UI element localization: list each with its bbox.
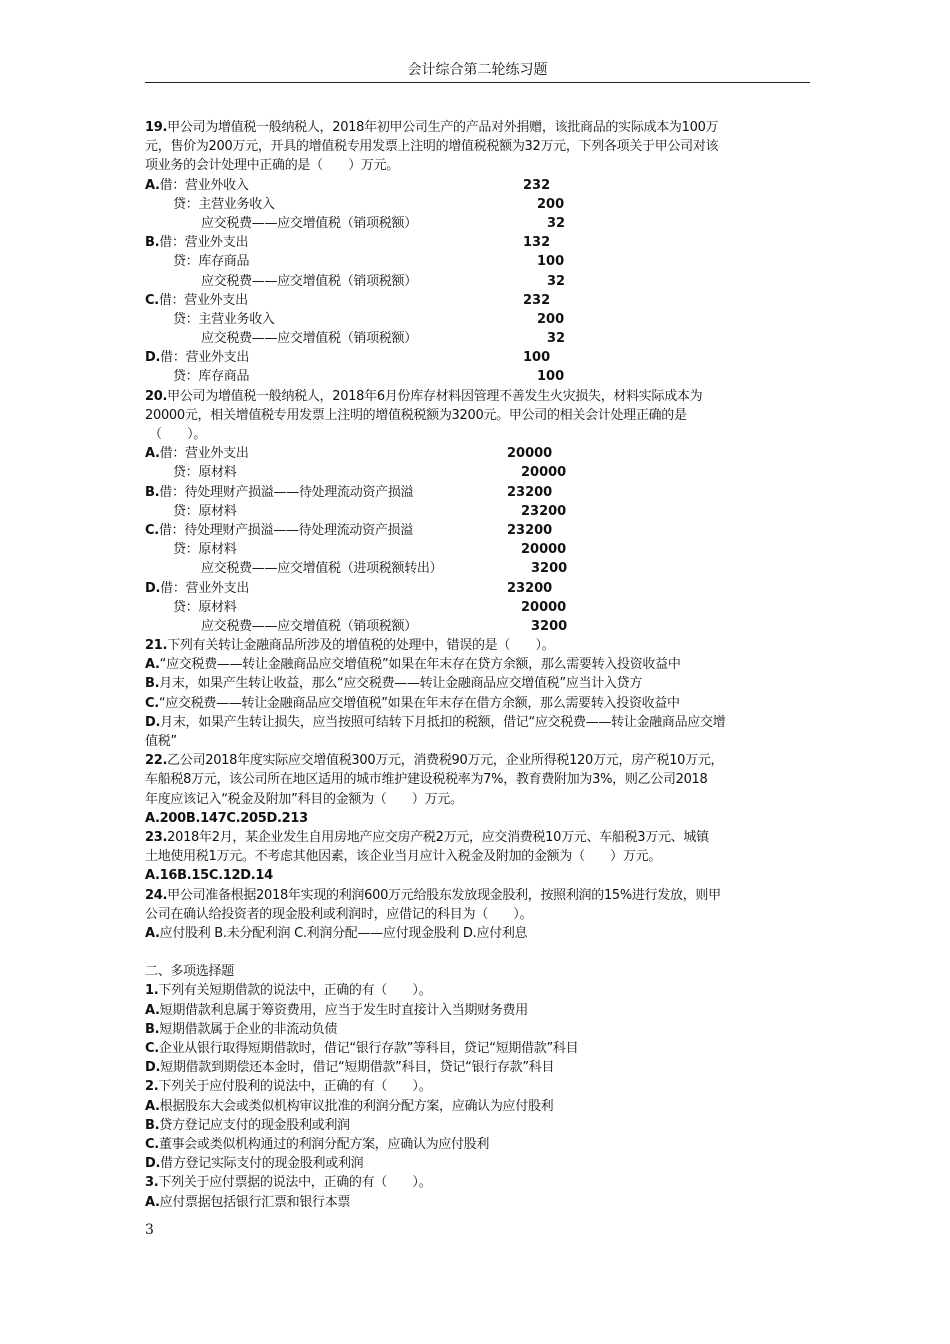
- text-line: [145, 655, 815, 674]
- line-text: A.借：营业外收入: [145, 177, 249, 193]
- text-line: [145, 329, 815, 348]
- text-line: [145, 1077, 815, 1096]
- header-divider: [145, 82, 810, 83]
- page-header-title: 会计综合第二轮练习题: [407, 62, 548, 78]
- line-text: 应交税费——应交增值税（进项税额转出）: [201, 561, 443, 577]
- text-line: [145, 866, 815, 885]
- text-line: [145, 770, 815, 789]
- line-text: D.短期借款到期偿还本金时，借记“短期借款”科目，贷记“银行存款”科目: [145, 1060, 555, 1076]
- text-line: [145, 905, 815, 924]
- line-text: 项业务的会计处理中正确的是（ ）万元。: [145, 158, 400, 174]
- text-line: [145, 598, 815, 617]
- text-line: [145, 291, 815, 310]
- entry-amount: 23200: [521, 503, 567, 519]
- text-line: [145, 559, 815, 578]
- text-line: [145, 713, 815, 732]
- line-text: A.200B.147C.205D.213: [145, 810, 308, 826]
- text-line: [145, 981, 815, 1000]
- line-text: 贷：主营业务收入: [173, 311, 275, 327]
- line-text: 贷：库存商品: [173, 369, 250, 385]
- text-line: [145, 272, 815, 291]
- entry-amount: 32: [547, 215, 566, 231]
- text-line: [145, 233, 815, 252]
- text-line: [145, 732, 815, 751]
- text-line: [145, 1039, 815, 1058]
- text-line: [145, 195, 815, 214]
- text-line: [145, 406, 815, 425]
- text-line: [145, 847, 815, 866]
- text-line: [145, 886, 815, 905]
- text-line: [145, 387, 815, 406]
- text-line: [145, 1020, 815, 1039]
- entry-amount: 23200: [507, 580, 553, 596]
- entry-amount: 200: [537, 196, 565, 212]
- text-line: [145, 463, 815, 482]
- text-line: [145, 924, 815, 943]
- entry-amount: 20000: [521, 599, 567, 615]
- entry-amount: 20000: [521, 542, 567, 558]
- question-content: [145, 118, 815, 1212]
- text-line: [145, 751, 815, 770]
- line-text: A.“应交税费——转让金融商品应交增值税”如果在年末存在贷方余额，那么需要转入投资收益中: [145, 657, 681, 673]
- entry-amount: 232: [523, 177, 551, 193]
- entry-amount: 132: [523, 235, 551, 251]
- page-number: 3: [145, 1222, 154, 1238]
- entry-amount: 232: [523, 292, 551, 308]
- entry-amount: 32: [547, 273, 566, 289]
- line-text: A.短期借款利息属于筹资费用，应当于发生时直接计入当期财务费用: [145, 1002, 528, 1018]
- text-line: [145, 962, 815, 981]
- text-line: [145, 636, 815, 655]
- text-line: [145, 348, 815, 367]
- line-text: 1.下列有关短期借款的说法中，正确的有（ ）。: [145, 983, 432, 999]
- line-text: 值税”: [145, 734, 177, 749]
- text-line: [145, 176, 815, 195]
- text-line: [145, 1001, 815, 1020]
- entry-amount: 200: [537, 311, 565, 327]
- line-text: 贷：主营业务收入: [173, 196, 275, 212]
- line-text: 二、多项选择题: [145, 964, 234, 980]
- line-text: 19.甲公司为增值税一般纳税人，2018年初甲公司生产的产品对外捐赠，该批商品的实际成本为100万: [145, 120, 719, 135]
- line-text: 20000元，相关增值税专用发票上注明的增值税税额为3200元。甲公司的相关会计处理正确的是: [145, 407, 687, 423]
- line-text: 应交税费——应交增值税（销项税额）: [201, 618, 417, 634]
- entry-amount: 100: [537, 369, 565, 385]
- text-line: [145, 118, 815, 137]
- line-text: 21.下列有关转让金融商品所涉及的增值税的处理中，错误的是（ ）。: [145, 638, 555, 654]
- line-text: A.应付票据包括银行汇票和银行本票: [145, 1194, 351, 1210]
- line-text: A.应付股利 B.未分配利润 C.利润分配——应付现金股利 D.应付利息: [145, 925, 528, 941]
- text-line: [145, 694, 815, 713]
- text-line: [145, 674, 815, 693]
- text-line: [145, 1173, 815, 1192]
- line-text: 22.乙公司2018年度实际应交增值税300万元，消费税90万元，企业所得税120万元，房产税10万元，: [145, 753, 724, 769]
- text-line: [145, 1097, 815, 1116]
- entry-amount: 3200: [531, 561, 568, 577]
- line-text: 2.下列关于应付股利的说法中，正确的有（ ）。: [145, 1079, 432, 1095]
- text-line: [145, 137, 815, 156]
- entry-amount: 3200: [531, 618, 568, 634]
- text-line: [145, 1116, 815, 1135]
- text-line: [145, 1154, 815, 1173]
- text-line: [145, 483, 815, 502]
- line-text: 应交税费——应交增值税（销项税额）: [201, 273, 417, 289]
- line-text: C.企业从银行取得短期借款时，借记“银行存款”等科目，贷记“短期借款”科目: [145, 1041, 579, 1056]
- line-text: 23.2018年2月，某企业发生自用房地产应交房产税2万元，应交消费税10万元、车船税3万元、城镇: [145, 829, 709, 845]
- text-line: [145, 1058, 815, 1077]
- line-text: 3.下列关于应付票据的说法中，正确的有（ ）。: [145, 1175, 432, 1191]
- line-text: A.借：营业外支出: [145, 446, 249, 462]
- entry-amount: 20000: [507, 446, 553, 462]
- line-text: B.短期借款属于企业的非流动负债: [145, 1021, 338, 1037]
- entry-amount: 20000: [521, 465, 567, 481]
- blank-line: [145, 943, 815, 962]
- text-line: [145, 214, 815, 233]
- entry-amount: 23200: [507, 484, 553, 500]
- line-text: 应交税费——应交增值税（销项税额）: [201, 215, 417, 231]
- text-line: [145, 540, 815, 559]
- text-line: [145, 617, 815, 636]
- line-text: 车船税8万元，该公司所在地区适用的城市维护建设税税率为7%，教育费附加为3%，则乙公司2018: [145, 772, 708, 788]
- line-text: D.借：营业外支出: [145, 350, 250, 366]
- text-line: [145, 425, 815, 444]
- line-text: C.借：营业外支出: [145, 292, 248, 308]
- line-text: D.月末，如果产生转让损失，应当按照可结转下月抵扣的税额，借记“应交税费——转让金融商品应交增: [145, 714, 726, 730]
- line-text: 24.甲公司准备根据2018年实现的利润600万元给股东发放现金股利，按照利润的15%进行发放，则甲: [145, 887, 721, 903]
- text-line: [145, 502, 815, 521]
- text-line: [145, 579, 815, 598]
- line-text: C.“应交税费——转让金融商品应交增值税”如果在年末存在借方余额，那么需要转入投资收益中: [145, 695, 680, 711]
- text-line: [145, 1193, 815, 1212]
- line-text: 贷：原材料: [173, 542, 237, 558]
- line-text: D.借：营业外支出: [145, 580, 250, 596]
- text-line: [145, 790, 815, 809]
- line-text: 年度应该记入“税金及附加”科目的金额为（ ）万元。: [145, 791, 463, 807]
- line-text: A.16B.15C.12D.14: [145, 868, 273, 884]
- line-text: 贷：原材料: [173, 465, 237, 481]
- text-line: [145, 310, 815, 329]
- line-text: 元，售价为200万元，开具的增值税专用发票上注明的增值税税额为32万元，下列各项关于甲公司对该: [145, 139, 719, 155]
- text-line: [145, 521, 815, 540]
- line-text: D.借方登记实际支付的现金股利或利润: [145, 1156, 364, 1172]
- line-text: 应交税费——应交增值税（销项税额）: [201, 331, 417, 347]
- line-text: B.贷方登记应支付的现金股利或利润: [145, 1117, 350, 1133]
- text-line: [145, 252, 815, 271]
- text-line: [145, 828, 815, 847]
- line-text: B.借：待处理财产损溢——待处理流动资产损溢: [145, 484, 414, 500]
- text-line: [145, 1135, 815, 1154]
- line-text: 贷：原材料: [173, 503, 237, 519]
- line-text: 土地使用税1万元。不考虑其他因素，该企业当月应计入税金及附加的金额为（ ）万元。: [145, 849, 661, 865]
- line-text: 贷：库存商品: [173, 254, 250, 270]
- line-text: 公司在确认给投资者的现金股利或利润时，应借记的科目为（ ）。: [145, 906, 533, 922]
- line-text: C.董事会或类似机构通过的利润分配方案，应确认为应付股利: [145, 1136, 490, 1152]
- entry-amount: 23200: [507, 522, 553, 538]
- line-text: A.根据股东大会或类似机构审议批准的利润分配方案，应确认为应付股利: [145, 1098, 554, 1114]
- line-text: 贷：原材料: [173, 599, 237, 615]
- line-text: B.月末，如果产生转让收益，那么“应交税费——转让金融商品应交增值税”应当计入贷方: [145, 676, 643, 692]
- text-line: [145, 809, 815, 828]
- line-text: （ ）。: [149, 427, 207, 442]
- text-line: [145, 367, 815, 386]
- entry-amount: 100: [537, 254, 565, 270]
- entry-amount: 100: [523, 350, 551, 366]
- text-line: [145, 444, 815, 463]
- text-line: [145, 156, 815, 175]
- line-text: C.借：待处理财产损溢——待处理流动资产损溢: [145, 522, 413, 538]
- line-text: 20.甲公司为增值税一般纳税人，2018年6月份库存材料因管理不善发生火灾损失，材料实际成本为: [145, 388, 703, 404]
- entry-amount: 32: [547, 331, 566, 347]
- line-text: B.借：营业外支出: [145, 235, 249, 251]
